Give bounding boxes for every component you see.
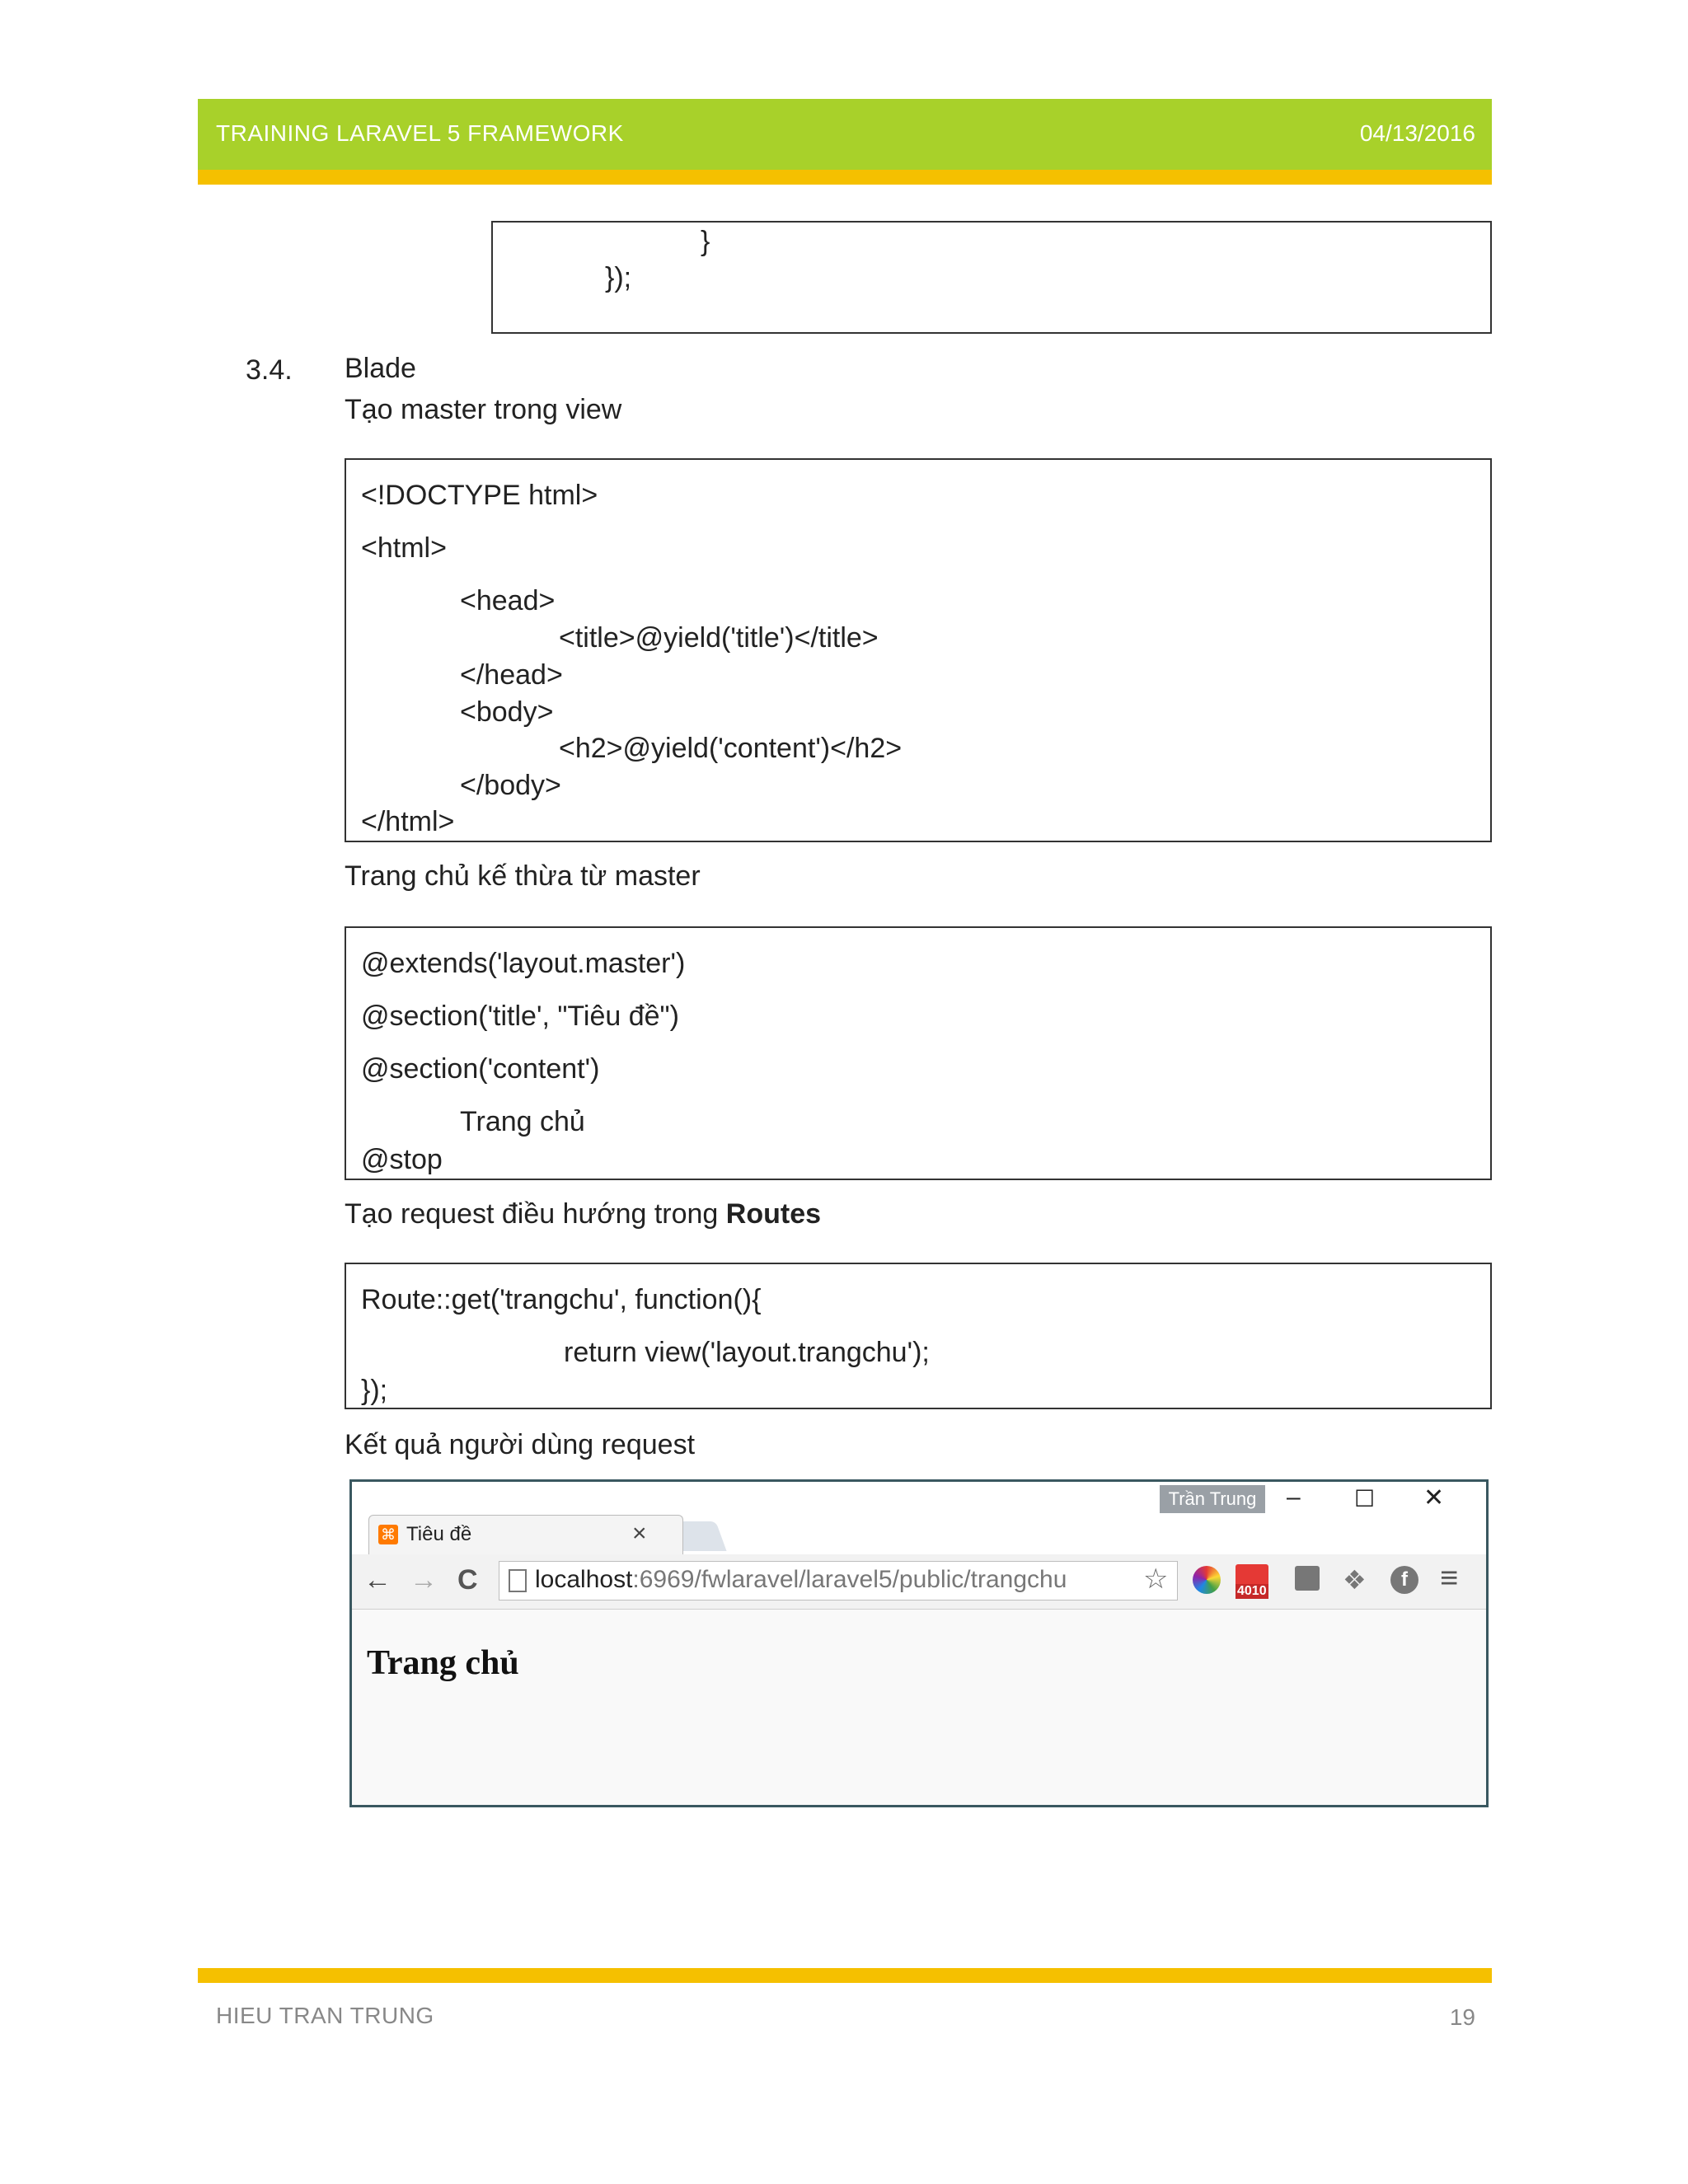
code-line: @extends('layout.master') [361, 948, 686, 979]
tab-title: Tiêu đề [406, 1523, 472, 1545]
section-subtitle: Tạo master trong view [345, 394, 622, 425]
address-url [535, 1566, 1067, 1594]
back-arrow-icon[interactable]: ← [363, 1564, 392, 1596]
page-icon [509, 1569, 527, 1592]
browser-user-badge[interactable]: Trần Trung [1160, 1485, 1265, 1513]
code-line: Trang chủ [460, 1106, 585, 1137]
maximize-button[interactable]: ☐ [1354, 1486, 1376, 1511]
header-date: 04/13/2016 [1359, 120, 1475, 146]
bookmark-star-icon[interactable]: ☆ [1143, 1563, 1169, 1595]
section-title: Blade [345, 353, 416, 384]
tab-close-icon[interactable]: × [632, 1520, 647, 1547]
paragraph-routes [345, 1198, 821, 1230]
xampp-favicon-icon: ⌘ [378, 1525, 398, 1544]
dropbox-extension-icon[interactable]: ❖ [1343, 1565, 1367, 1595]
code-line: Route::get('trangchu', function(){ [361, 1284, 762, 1315]
paragraph-inherit: Trang chủ kế thừa từ master [345, 860, 701, 892]
page-number: 19 [1449, 2004, 1475, 2030]
code-line: <!DOCTYPE html> [361, 480, 598, 511]
gmail-unread-badge: 4010 [1237, 1584, 1267, 1598]
browser-page-content [352, 1610, 1486, 1805]
code-line: <head> [460, 585, 556, 616]
code-line: @section('title', "Tiêu đề") [361, 1001, 679, 1032]
code-line: @stop [361, 1144, 443, 1175]
close-window-button[interactable]: ✕ [1423, 1484, 1445, 1511]
code-line: <body> [460, 696, 554, 728]
profile-extension-icon[interactable] [1295, 1566, 1320, 1591]
code-line: }); [605, 262, 632, 293]
minimize-button[interactable]: – [1287, 1483, 1301, 1511]
page-heading: Trang chủ [367, 1644, 519, 1682]
header-title: TRAINING LARAVEL 5 FRAMEWORK [216, 120, 624, 146]
code-line: </html> [361, 806, 455, 837]
url-path: :6969/fwlaravel/laravel5/public/trangchu [632, 1566, 1067, 1593]
forward-arrow-icon[interactable]: → [410, 1564, 438, 1596]
paragraph-result: Kết quả người dùng request [345, 1429, 696, 1460]
code-line: }); [361, 1375, 388, 1406]
code-line: return view('layout.trangchu'); [564, 1337, 930, 1368]
header-accent [198, 170, 1492, 185]
code-line: @section('content') [361, 1053, 600, 1085]
footer-accent [198, 1968, 1492, 1983]
routes-keyword: Routes [725, 1198, 822, 1230]
code-box-continuation [491, 221, 1492, 334]
section-number: 3.4. [246, 354, 293, 386]
chrome-menu-icon[interactable]: ≡ [1440, 1561, 1459, 1596]
paragraph-routes-text: Tạo request điều hướng trong [345, 1198, 726, 1230]
code-line: <html> [361, 532, 447, 564]
facebook-extension-icon[interactable]: f [1390, 1566, 1418, 1594]
url-host: localhost [535, 1566, 633, 1593]
footer-author: HIEU TRAN TRUNG [216, 2003, 434, 2028]
code-line: <h2>@yield('content')</h2> [559, 733, 903, 764]
reload-icon[interactable]: C [457, 1564, 478, 1596]
code-line: </body> [460, 770, 561, 801]
code-line: <title>@yield('title')</title> [559, 622, 879, 654]
code-line: } [701, 226, 710, 257]
code-line: </head> [460, 659, 563, 691]
color-picker-extension-icon[interactable] [1193, 1566, 1221, 1594]
browser-screenshot [349, 1479, 1489, 1807]
